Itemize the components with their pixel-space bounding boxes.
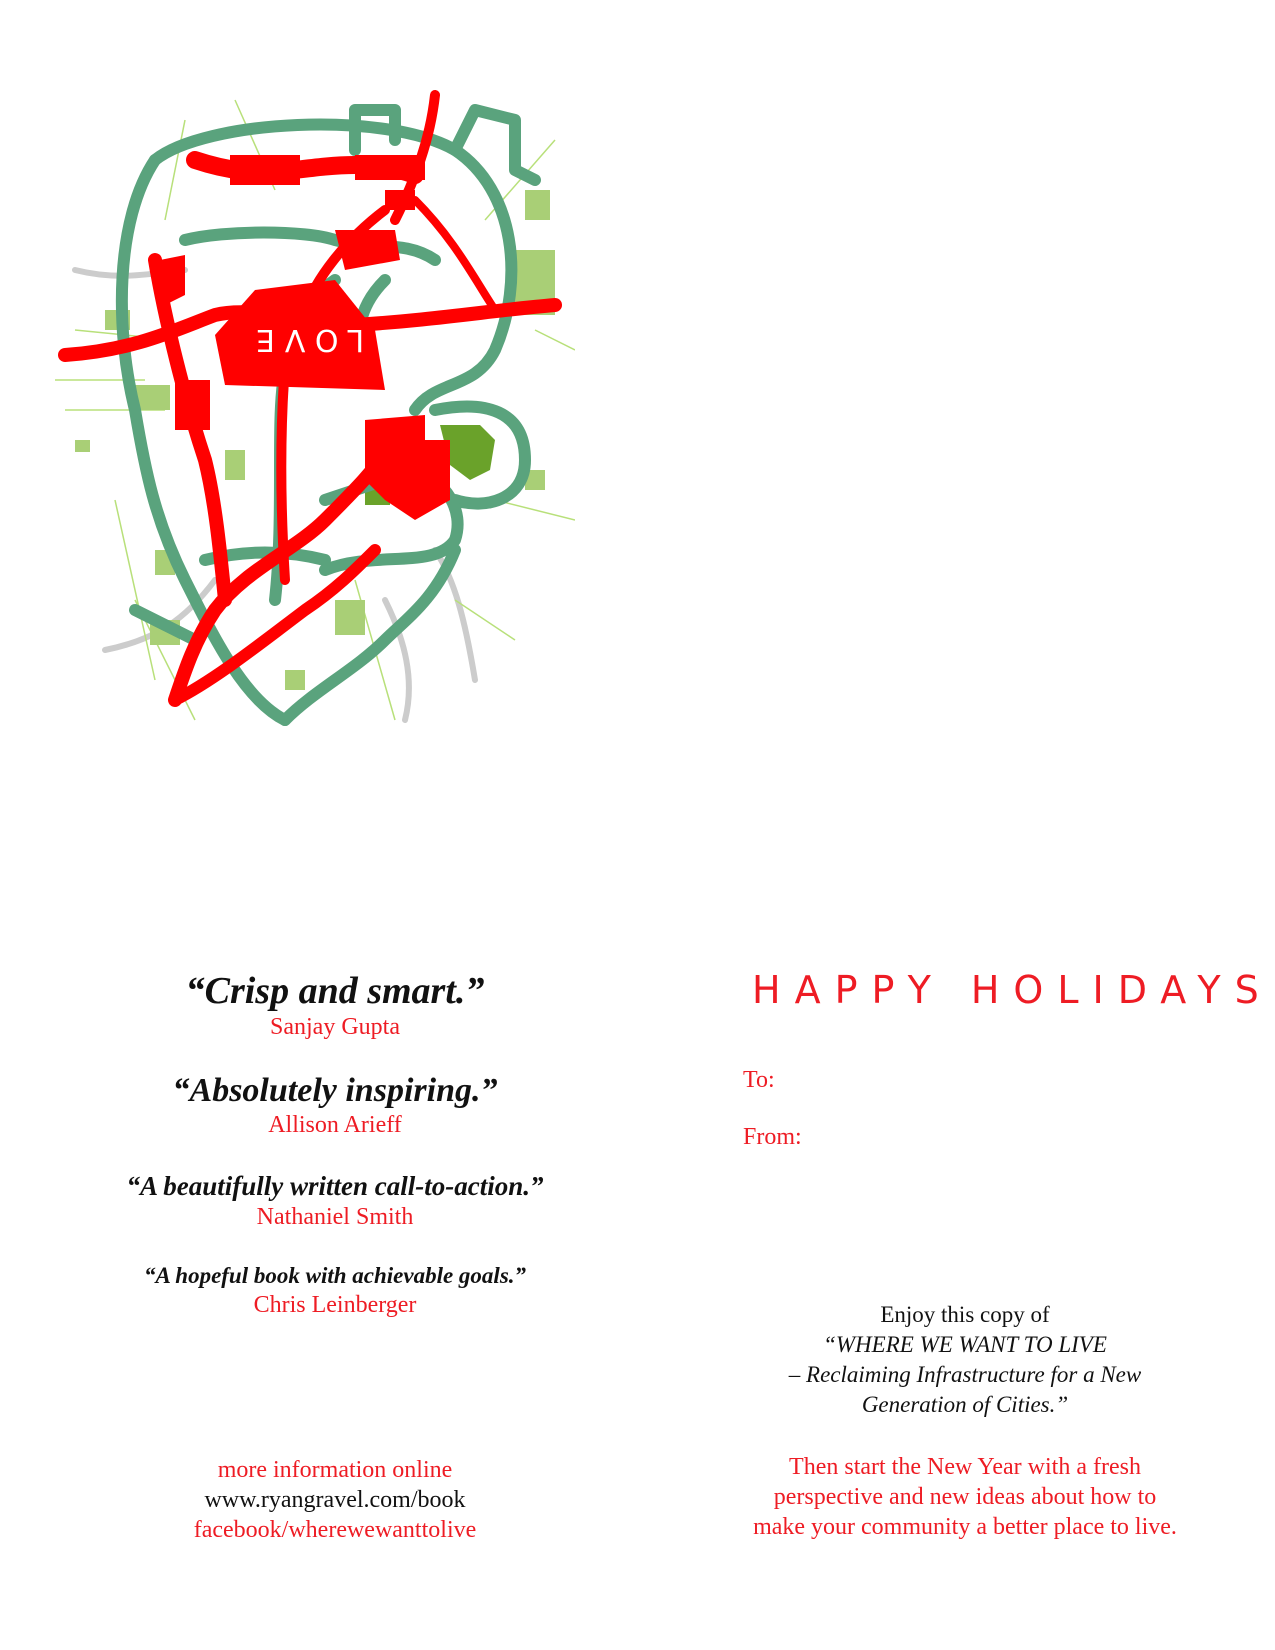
quote-author: Sanjay Gupta: [270, 1014, 400, 1040]
city-infrastructure-map-illustration: [55, 80, 575, 750]
love-label: LOVE: [245, 322, 365, 357]
enjoy-line: Enjoy this copy of: [880, 1302, 1050, 1327]
info-block: [60, 1455, 610, 1545]
greeting-title: HAPPY HOLIDAYS: [752, 968, 1273, 1012]
new-year-message: [730, 1452, 1200, 1542]
book-title-line: – Reclaiming Infrastructure for a New: [788, 1362, 1142, 1387]
website-link[interactable]: www.ryangravel.com/book: [204, 1487, 466, 1513]
quote-author: Nathaniel Smith: [256, 1204, 414, 1230]
from-label: From:: [743, 1124, 802, 1150]
new-year-line: Then start the New Year with a fresh: [789, 1454, 1141, 1480]
quote-text: “Crisp and smart.”: [185, 970, 485, 1012]
book-title-line: “WHERE WE WANT TO LIVE: [823, 1332, 1107, 1357]
quote-text: “Absolutely inspiring.”: [172, 1072, 498, 1109]
quote-block: [60, 1170, 610, 1232]
quote-author: Chris Leinberger: [253, 1292, 417, 1318]
quote-text: “A hopeful book with achievable goals.”: [143, 1263, 527, 1288]
info-line: more information online: [217, 1457, 453, 1483]
quote-text: “A beautifully written call-to-action.”: [126, 1171, 544, 1201]
enjoy-message: [730, 1300, 1200, 1420]
quote-block: [60, 970, 610, 1042]
facebook-link[interactable]: facebook/wherewewanttolive: [193, 1517, 477, 1543]
quote-block: [60, 1072, 610, 1140]
new-year-line: make your community a better place to live.: [753, 1514, 1177, 1540]
to-label: To:: [743, 1067, 775, 1093]
new-year-line: perspective and new ideas about how to: [773, 1484, 1157, 1510]
book-title-line: Generation of Cities.”: [861, 1392, 1069, 1417]
quote-block: [60, 1262, 610, 1320]
quote-author: Allison Arieff: [268, 1112, 402, 1138]
